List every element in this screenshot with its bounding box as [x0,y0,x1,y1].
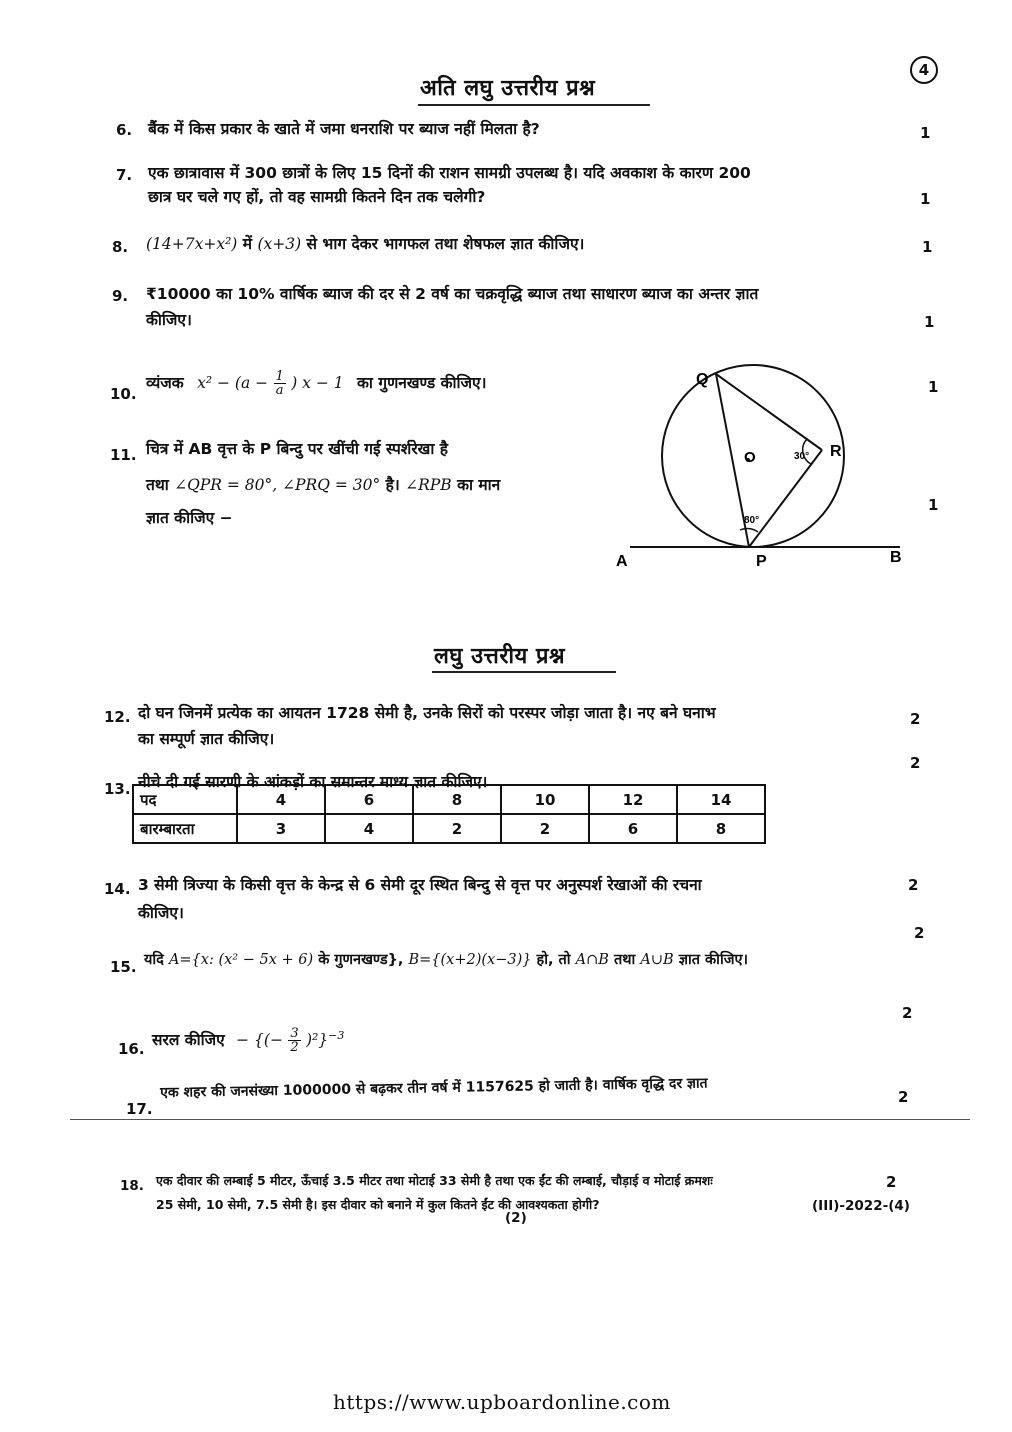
question-10-prefix: व्यंजक [146,374,184,392]
section-title-underline [432,671,616,673]
question-16-expr-pre: − {(− [236,1031,283,1050]
question-15-word: ज्ञात कीजिए। [678,952,748,968]
table-cell: 8 [413,785,501,814]
question-number: 15. [110,958,137,976]
question-18-line2: 25 सेमी, 10 सेमी, 7.5 सेमी है। इस दीवार को बनाने में कुल कितने ईंट की आवश्यकता होगी? [156,1197,600,1212]
table-cell: 10 [501,785,589,814]
question-8-text: से भाग देकर भागफल तथा शेषफल ज्ञात कीजिए। [306,235,585,253]
question-7-marks: 1 [920,190,931,208]
question-9-line2: कीजिए। [146,311,192,329]
question-15-word: यदि [144,952,164,968]
question-11-line1: चित्र में AB वृत्त के P बिन्दु पर खींची गई स्पर्शरेखा है [146,440,448,458]
question-18-line1: एक दीवार की लम्बाई 5 मीटर, ऊँचाई 3.5 मीटर तथा मोटाई 33 सेमी है तथा एक ईंट की लम्बाई, चौड़ाई व मोटाई क्रमशः [156,1173,713,1188]
footer-page-number: (2) [505,1210,527,1226]
question-number: 8. [112,238,129,256]
question-number: 18. [120,1178,144,1194]
question-15-marks: 2 [914,924,925,942]
table-cell: 4 [325,814,413,843]
question-16-marks: 2 [902,1004,913,1022]
question-16-body [152,1022,344,1054]
question-12-line2: का सम्पूर्ण ज्ञात कीजिए। [138,730,275,748]
footer-paper-code: (III)-2022-(4) [812,1198,910,1214]
question-11-marks: 1 [928,496,939,514]
table-row [133,814,765,843]
table-cell: 8 [677,814,765,843]
question-14-marks: 2 [908,876,919,894]
question-number: 16. [118,1040,145,1058]
label-o: O [744,449,756,466]
table-row-label: बारम्बारता [133,814,237,843]
question-6-marks: 1 [920,124,931,142]
fraction-numerator: 1 [275,369,284,384]
question-18-marks: 2 [886,1173,897,1191]
angle-arc-p [740,528,758,532]
question-6-text: बैंक में किस प्रकार के खाते में जमा धनराशि पर ब्याज नहीं मिलता है? [148,120,540,138]
question-15-word: हो, तो [536,952,571,968]
footer-url[interactable]: https://www.upboardonline.com [333,1390,671,1414]
frequency-table [132,784,766,844]
page-separator [70,1119,970,1120]
question-15-union: A∪B [640,952,674,968]
question-16-text: सरल कीजिए [152,1031,225,1050]
chord-rp [749,450,822,547]
fraction-denominator: a [275,383,284,398]
question-number: 9. [112,287,129,305]
section-title-very-short: अति लघु उत्तरीय प्रश्न [420,76,596,101]
question-15-intersection: A∩B [575,952,609,968]
question-11-line2 [146,472,500,499]
question-9-line1: ₹10000 का 10% वार्षिक ब्याज की दर से 2 वर्ष का चक्रवृद्धि ब्याज तथा साधारण ब्याज का अन्तर ज्ञात [146,285,759,303]
question-15-word: के गुणनखण्ड}, [318,952,404,968]
label-a: A [616,553,628,570]
question-14-line1: 3 सेमी त्रिज्या के किसी वृत्त के केन्द्र से 6 सेमी दूर स्थित बिन्दु से वृत्त पर अनुस्पर्श रेखाओं की रचना [138,876,702,894]
table-cell: 12 [589,785,677,814]
question-8-marks: 1 [922,238,933,256]
table-cell: 3 [237,814,325,843]
question-8-expr-divisor: (x+3) [257,235,302,253]
question-15-word: तथा [613,952,636,968]
question-7-line1: एक छात्रावास में 300 छात्रों के लिए 15 दिनों की राशन सामग्री उपलब्ध है। यदि अवकाश के कारण 200 [148,164,751,182]
question-9-marks: 1 [924,313,935,331]
question-12-marks: 2 [910,710,921,728]
question-11-angle-rpb: ∠RPB [405,476,452,494]
label-angle-r: 30° [794,451,810,462]
question-12-line1: दो घन जिनमें प्रत्येक का आयतन 1728 सेमी है, उनके सिरों को परस्पर जोड़ा जाता है। नए बने घनाभ [138,704,716,722]
question-10-text: का गुणनखण्ड कीजिए। [357,374,487,392]
question-13-text: नीचे दी गई सारणी के आंकड़ों का समान्तर माध्य ज्ञात कीजिए। [138,773,488,791]
table-cell: 6 [325,785,413,814]
question-11-line3: ज्ञात कीजिए − [146,509,233,527]
question-11-word: है। [385,476,400,494]
question-17-text: एक शहर की जनसंख्या 1000000 से बढ़कर तीन वर्ष में 1157625 हो जाती है। वार्षिक वृद्धि दर ज्ञात [160,1075,708,1101]
question-16-expr-post: )²} [306,1031,329,1050]
question-7-line2: छात्र घर चले गए हों, तो वह सामग्री कितने दिन तक चलेगी? [148,188,486,206]
table-cell: 2 [413,814,501,843]
question-number: 12. [104,708,131,726]
fraction-denominator: 2 [290,1040,299,1056]
section-title-short: लघु उत्तरीय प्रश्न [434,644,566,669]
table-cell: 14 [677,785,765,814]
label-q: Q [696,371,709,388]
question-number: 14. [104,880,131,898]
label-b: B [890,549,902,566]
question-16-fraction [288,1027,300,1054]
chord-qr [716,374,822,450]
question-14-line2: कीजिए। [138,904,184,922]
question-10-fraction [274,370,286,397]
question-number: 17. [126,1100,153,1118]
question-13-marks: 2 [910,754,921,772]
table-cell: 6 [589,814,677,843]
question-10-expr-b: ) x − 1 [291,374,344,392]
question-10-body [146,370,487,397]
section-title-underline [418,104,650,106]
fraction-numerator: 3 [290,1026,299,1042]
question-17-marks: 2 [898,1088,909,1106]
question-number: 6. [116,121,133,139]
circle-tangent-figure [600,360,920,580]
question-8-mid: में [242,235,253,253]
question-15-set-a: A={x: (x² − 5x + 6) [168,952,314,968]
page-number-badge: 4 [910,56,938,84]
table-cell: 4 [237,785,325,814]
question-16-exponent: −3 [328,1029,345,1042]
table-row [133,785,765,814]
label-r: R [830,443,842,460]
question-11-word: तथा [146,476,169,494]
table-cell: 2 [501,814,589,843]
question-15-body [144,947,748,974]
label-p: P [756,553,767,570]
question-8-body [146,231,584,258]
question-10-marks: 1 [928,378,939,396]
question-11-angles: ∠QPR = 80°, ∠PRQ = 30° [174,476,381,494]
question-10-expr-a: x² − (a − [197,374,269,392]
label-angle-p: 80° [744,515,760,526]
table-row-label: पद [133,785,237,814]
question-15-set-b: B={(x+2)(x−3)} [408,952,532,968]
question-11-word: का मान [457,476,501,494]
question-8-expr-dividend: (14+7x+x²) [146,235,238,253]
question-number: 7. [116,166,133,184]
question-number: 10. [110,385,137,403]
question-number: 11. [110,446,137,464]
question-number: 13. [104,780,131,798]
